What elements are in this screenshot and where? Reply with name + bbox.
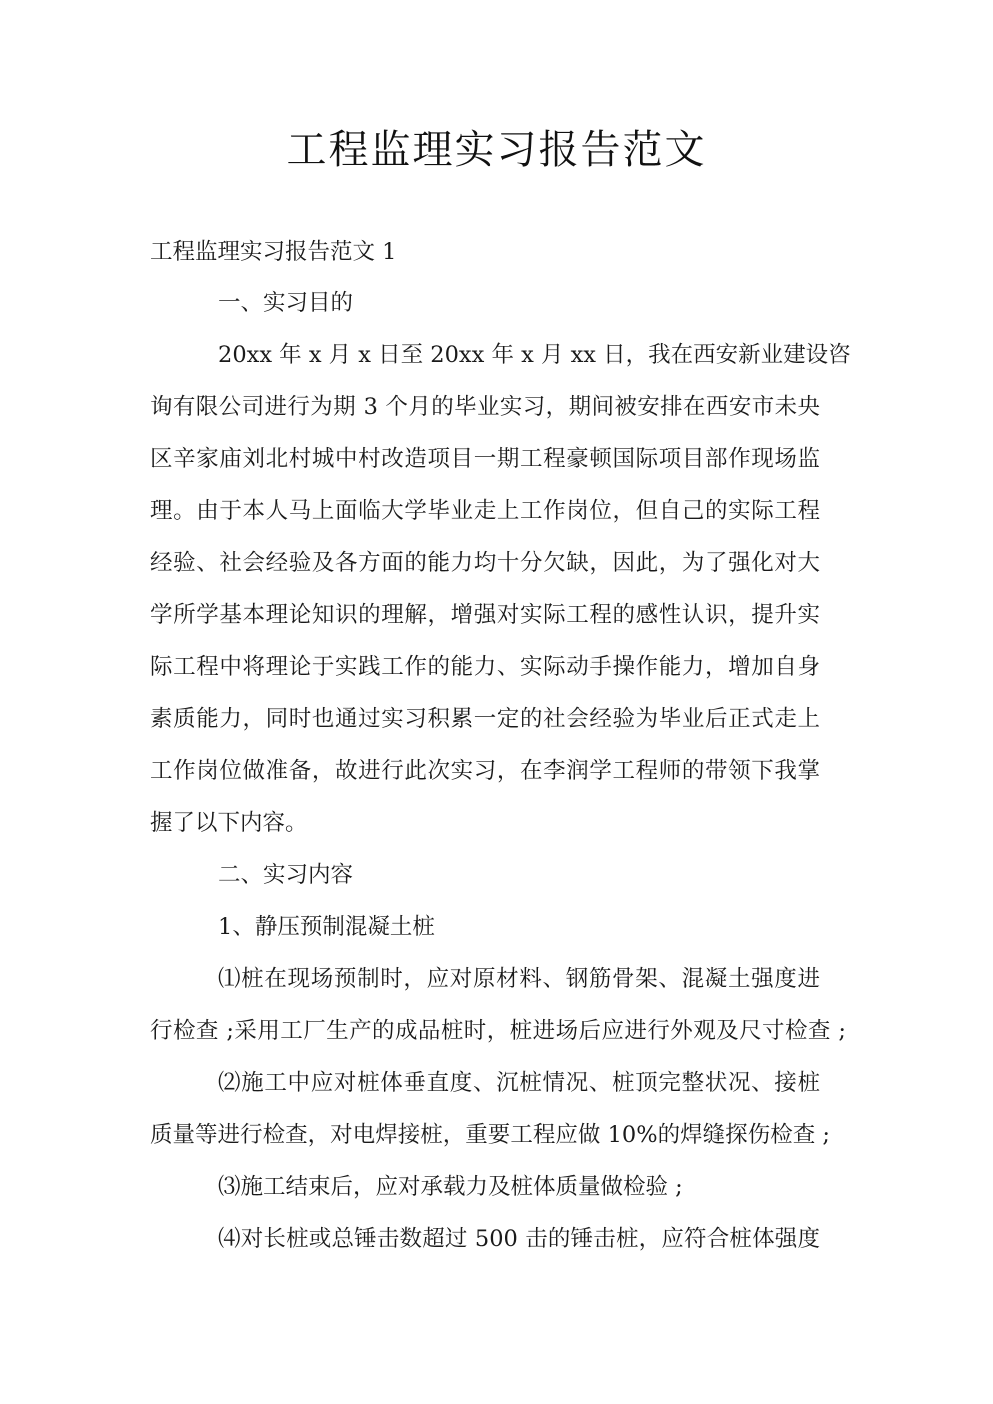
list-item-line: 行检查 ;采用工厂生产的成品桩时，桩进场后应进行外观及尺寸检查 ; xyxy=(150,1018,846,1044)
item-heading: 1、静压预制混凝土桩 xyxy=(218,914,435,940)
subsection-heading: 一、实习目的 xyxy=(218,290,354,316)
list-item-line: ⑷对长桩或总锤击数超过 500 击的锤击桩，应符合桩体强度 xyxy=(218,1226,820,1252)
list-item-line: ⑵施工中应对桩体垂直度、沉桩情况、桩顶完整状况、接桩 xyxy=(218,1070,820,1096)
subsection-heading: 二、实习内容 xyxy=(218,862,354,888)
paragraph-line: 握了以下内容。 xyxy=(150,810,308,836)
paragraph-line: 经验、社会经验及各方面的能力均十分欠缺，因此，为了强化对大 xyxy=(150,550,820,576)
paragraph-line: 素质能力，同时也通过实习积累一定的社会经验为毕业后正式走上 xyxy=(150,706,820,732)
paragraph-line: 理。由于本人马上面临大学毕业走上工作岗位，但自己的实际工程 xyxy=(150,498,820,524)
paragraph-line: 区辛家庙刘北村城中村改造项目一期工程豪顿国际项目部作现场监 xyxy=(150,446,820,472)
paragraph-line: 际工程中将理论于实践工作的能力、实际动手操作能力，增加自身 xyxy=(150,654,820,680)
paragraph-line: 询有限公司进行为期 3 个月的毕业实习，期间被安排在西安市未央 xyxy=(150,394,820,420)
list-item-line: 质量等进行检查，对电焊接桩，重要工程应做 10%的焊缝探伤检查 ; xyxy=(150,1122,830,1148)
paragraph-line: 20xx 年 x 月 x 日至 20xx 年 x 月 xx 日，我在西安新业建设咨 xyxy=(218,342,851,368)
paragraph-line: 工作岗位做准备，故进行此次实习，在李润学工程师的带领下我掌 xyxy=(150,758,820,784)
section-heading: 工程监理实习报告范文 1 xyxy=(150,239,397,265)
document-title: 工程监理实习报告范文 xyxy=(286,127,707,173)
list-item-line: ⑶施工结束后，应对承载力及桩体质量做检验 ; xyxy=(218,1174,683,1200)
list-item-line: ⑴桩在现场预制时，应对原材料、钢筋骨架、混凝土强度进 xyxy=(218,966,820,992)
paragraph-line: 学所学基本理论知识的理解，增强对实际工程的感性认识，提升实 xyxy=(150,602,820,628)
